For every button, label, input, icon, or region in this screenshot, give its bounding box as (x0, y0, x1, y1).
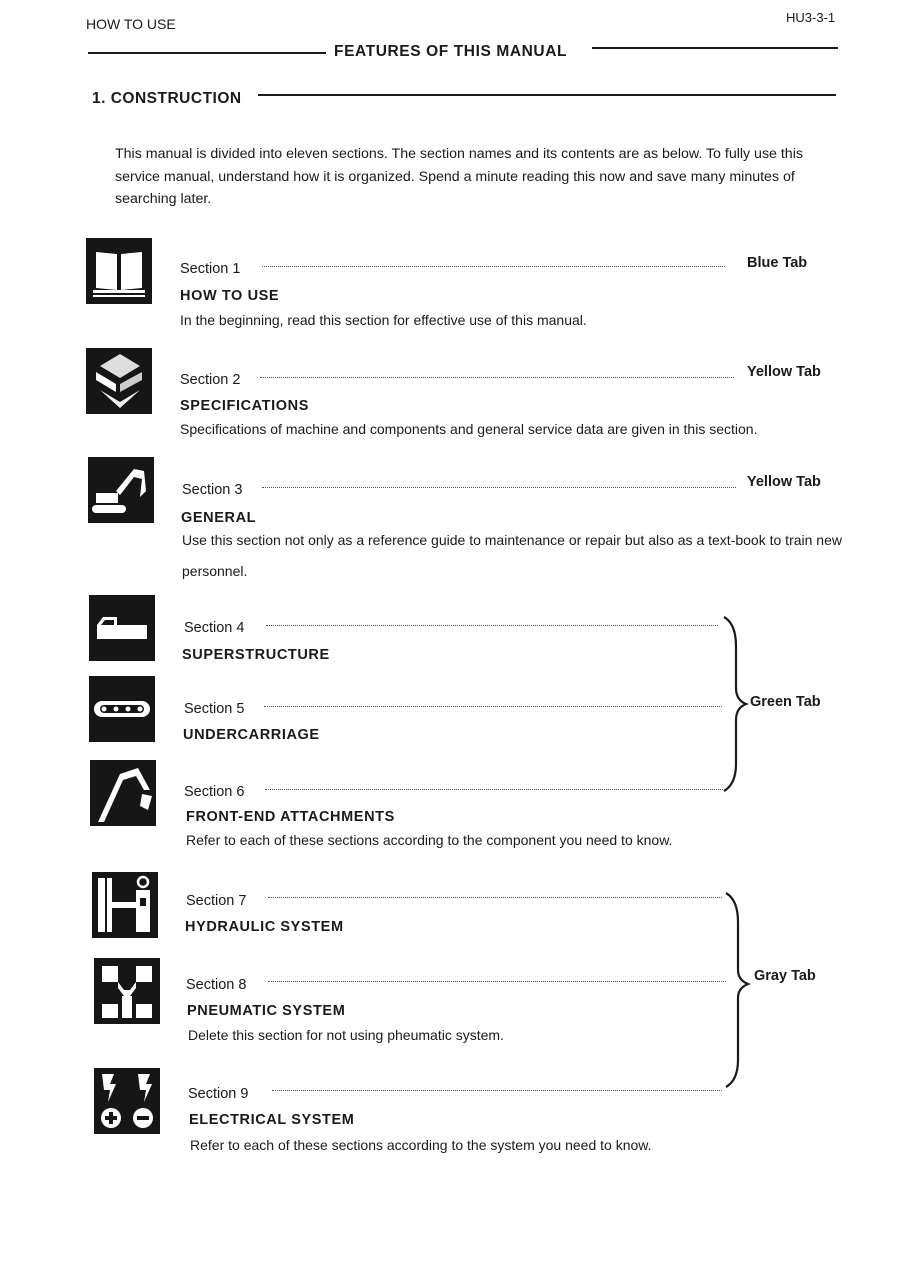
section-1-label: Section 1 (180, 261, 241, 277)
section-6-description: Refer to each of these sections according to the component you need to know. (186, 832, 673, 848)
section-1-description: In the beginning, read this section for effective use of this manual. (180, 312, 587, 328)
section-9-label: Section 9 (188, 1086, 249, 1102)
section-4-label: Section 4 (184, 620, 245, 636)
leader-dots-2 (260, 377, 734, 378)
leader-dots-6 (265, 789, 723, 790)
gray-tab-brace (722, 892, 752, 1088)
section-8-name: PNEUMATIC SYSTEM (187, 1003, 346, 1019)
section-5-name: UNDERCARRIAGE (183, 727, 320, 743)
section-3-description: Use this section not only as a reference guide to maintenance or repair but also as a text-book to train new personnel. (182, 532, 842, 579)
intro-paragraph: This manual is divided into eleven sections. The section names and its contents are as below. To fully use this service manual, understand how it is organized. Spend a minute reading this now and save many minutes of searching later. (115, 146, 803, 207)
section-5-label: Section 5 (184, 701, 245, 717)
section-8-label: Section 8 (186, 977, 247, 993)
pneumatic-icon (94, 958, 160, 1024)
tab-color-gray: Gray Tab (754, 968, 816, 984)
leader-dots-4 (266, 625, 718, 626)
section-6-name: FRONT-END ATTACHMENTS (186, 809, 395, 825)
section-3-label: Section 3 (182, 482, 243, 498)
leader-dots-7 (268, 897, 722, 898)
section-8-description: Delete this section for not using pheumatic system. (188, 1027, 504, 1043)
boom-arm-icon (90, 760, 156, 826)
crawler-track-icon (89, 676, 155, 742)
tab-color-yellow-2: Yellow Tab (747, 364, 821, 380)
tab-color-green: Green Tab (750, 694, 821, 710)
section-heading: 1. CONSTRUCTION (92, 90, 242, 107)
electrical-icon (94, 1068, 160, 1134)
green-tab-brace (720, 616, 750, 792)
leader-dots-5 (264, 706, 722, 707)
leader-dots-8 (268, 981, 726, 982)
section-7-label: Section 7 (186, 893, 247, 909)
running-header-left: HOW TO USE (86, 16, 176, 32)
page-number: HU3-3-1 (786, 10, 836, 25)
leader-dots-9 (272, 1090, 722, 1091)
page-title: FEATURES OF THIS MANUAL (334, 43, 568, 60)
section-4-name: SUPERSTRUCTURE (182, 647, 330, 663)
section-9-description: Refer to each of these sections according to the system you need to know. (190, 1137, 652, 1153)
title-rule-left (88, 52, 326, 54)
section-2-name: SPECIFICATIONS (180, 398, 309, 414)
tab-color-yellow-3: Yellow Tab (747, 474, 821, 490)
specifications-icon (86, 348, 152, 414)
section-7-name: HYDRAULIC SYSTEM (185, 919, 344, 935)
excavator-icon (88, 457, 154, 523)
leader-dots-3 (262, 487, 736, 488)
open-book-icon (86, 238, 152, 304)
superstructure-icon (89, 595, 155, 661)
tab-color-blue: Blue Tab (747, 255, 808, 271)
section-6-label: Section 6 (184, 784, 245, 800)
leader-dots-1 (262, 266, 725, 267)
section-1-name: HOW TO USE (180, 288, 280, 304)
heading-rule (258, 94, 836, 96)
section-2-label: Section 2 (180, 372, 241, 388)
title-rule-right (592, 47, 838, 49)
section-3-name: GENERAL (181, 510, 257, 526)
hydraulic-icon (92, 872, 158, 938)
section-2-description: Specifications of machine and components and general service data are given in this section. (180, 421, 758, 437)
section-9-name: ELECTRICAL SYSTEM (189, 1112, 355, 1128)
